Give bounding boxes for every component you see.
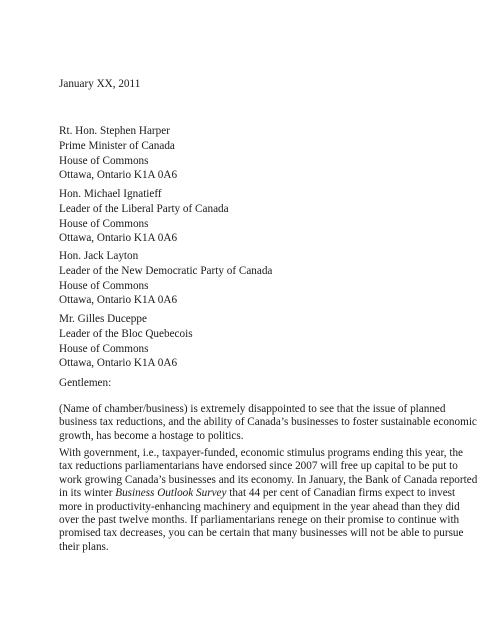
publication-title: Business Outlook Survey xyxy=(115,487,227,500)
paragraph-text xyxy=(59,447,479,554)
recipient-name: Hon. Jack Layton xyxy=(59,250,139,262)
recipient-name: Mr. Gilles Duceppe xyxy=(59,313,147,325)
recipient-block-layton xyxy=(59,249,272,308)
recipient-org: House of Commons xyxy=(59,342,149,355)
letter-date: January XX, 2011 xyxy=(59,78,141,90)
recipient-block-ignatieff xyxy=(59,187,229,246)
recipient-title: Leader of the Liberal Party of Canada xyxy=(59,202,229,215)
body-paragraph-2 xyxy=(59,447,479,554)
recipient-city: Ottawa, Ontario K1A 0A6 xyxy=(59,169,178,182)
recipient-name: Rt. Hon. Stephen Harper xyxy=(59,125,170,137)
recipient-city: Ottawa, Ontario K1A 0A6 xyxy=(59,232,178,245)
recipient-org: House of Commons xyxy=(59,154,149,167)
paragraph-text-part2: that 44 per cent of Canadian firms expect to invest more in productivity-enhancing machinery and equipment in the year ahead than they did over the past twelve months. If parliamentarians renege on their promise to continue with promised tax decreases, you can be certain that many businesses will not be able to pursue their plans. xyxy=(59,487,464,553)
paragraph-text: (Name of chamber/business) is extremely disappointed to see that the issue of planned business tax reductions, and the ability of Canada’s businesses to foster sustainable economic growth, has become a hostage to politics. xyxy=(59,403,477,442)
recipient-name: Hon. Michael Ignatieff xyxy=(59,188,162,200)
recipient-city: Ottawa, Ontario K1A 0A6 xyxy=(59,294,178,307)
body-paragraph-1 xyxy=(59,403,479,443)
recipient-org: House of Commons xyxy=(59,279,149,292)
recipient-block-harper xyxy=(59,124,177,183)
recipient-title: Leader of the New Democratic Party of Canada xyxy=(59,264,273,277)
paragraph-text-part1: With government, i.e., taxpayer-funded, economic stimulus programs ending this year, the tax reductions parliamentarians have endorsed since 2007 will free up capital to be put to work growing Canada’s businesses and its economy. In January, the Bank of Canada reported in its winter xyxy=(59,447,478,500)
recipient-title: Prime Minister of Canada xyxy=(59,139,175,152)
recipient-city: Ottawa, Ontario K1A 0A6 xyxy=(59,357,178,370)
recipient-title: Leader of the Bloc Quebecois xyxy=(59,327,193,340)
salutation: Gentlemen: xyxy=(59,377,112,389)
recipient-block-duceppe xyxy=(59,312,193,371)
recipient-org: House of Commons xyxy=(59,217,149,230)
